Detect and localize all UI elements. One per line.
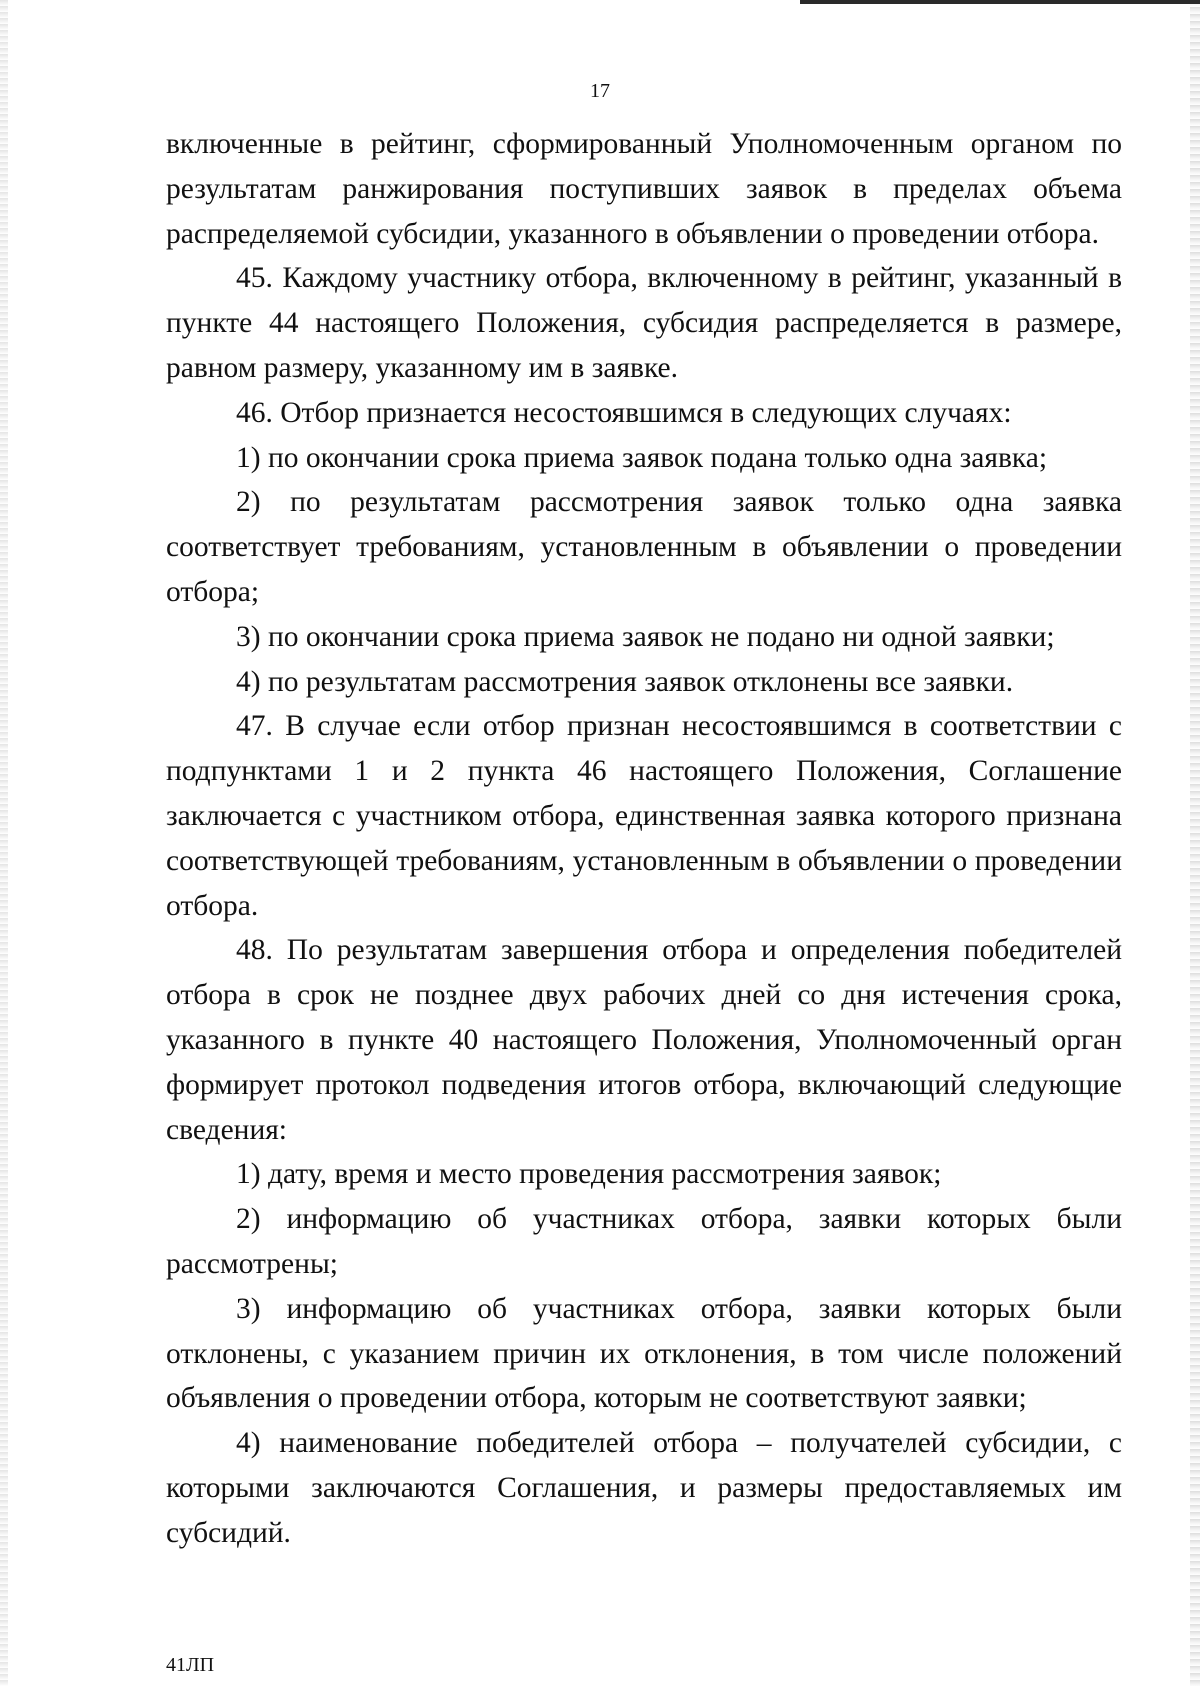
- top-rule: [800, 0, 1200, 4]
- paragraph-item-47: 47. В случае если отбор признан несостоявшимся в соответствии с подпунктами 1 и 2 пункта 46 настоящего Положения, Соглашение заключается с участником отбора, единственная заявка которого признана соответствующей требованиям, установленным в объявлении о проведении отбора.: [166, 710, 1122, 922]
- subitem-48-2: 2) информацию об участниках отбора, заявки которых были рассмотрены;: [166, 1203, 1122, 1280]
- subitem-48-4: 4) наименование победителей отбора – получателей субсидии, с которыми заключаются Соглашения, и размеры предоставляемых им субсидий.: [166, 1427, 1122, 1549]
- scan-edge-left: [0, 0, 8, 1686]
- subitem-48-3: 3) информацию об участниках отбора, заявки которых были отклонены, с указанием причин их отклонения, в том числе положений объявления о проведении отбора, которым не соответствуют заявки;: [166, 1292, 1122, 1415]
- document-body: [166, 122, 1122, 1556]
- paragraph-item-46: 46. Отбор признается несостоявшимся в следующих случаях:: [236, 396, 1012, 429]
- paragraph-item-48: 48. По результатам завершения отбора и определения победителей отбора в срок не позднее двух рабочих дней со дня истечения срока, указанного в пункте 40 настоящего Положения, Уполномоченный орган формирует протокол подведения итогов отбора, включающий следующие сведения:: [166, 934, 1122, 1146]
- paragraph: включенные в рейтинг, сформированный Уполномоченным органом по результатам ранжирования поступивших заявок в пределах объема распределяемой субсидии, указанного в объявлении о проведении отбора.: [166, 128, 1122, 250]
- paragraph-item-45: 45. Каждому участнику отбора, включенному в рейтинг, указанный в пункте 44 настоящего Положения, субсидия распределяется в размере, равном размеру, указанному им в заявке.: [166, 262, 1122, 384]
- scan-edge-right: [1190, 0, 1200, 1686]
- subitem-48-1: 1) дату, время и место проведения рассмотрения заявок;: [236, 1158, 942, 1191]
- subitem-46-1: 1) по окончании срока приема заявок подана только одна заявка;: [236, 441, 1048, 474]
- footer-document-code: 41ЛП: [166, 1654, 215, 1676]
- subitem-46-3: 3) по окончании срока приема заявок не подано ни одной заявки;: [236, 620, 1055, 653]
- page-number: 17: [590, 80, 610, 102]
- subitem-46-2: 2) по результатам рассмотрения заявок только одна заявка соответствует требованиям, установленным в объявлении о проведении отбора;: [166, 486, 1122, 608]
- subitem-46-4: 4) по результатам рассмотрения заявок отклонены все заявки.: [236, 665, 1014, 698]
